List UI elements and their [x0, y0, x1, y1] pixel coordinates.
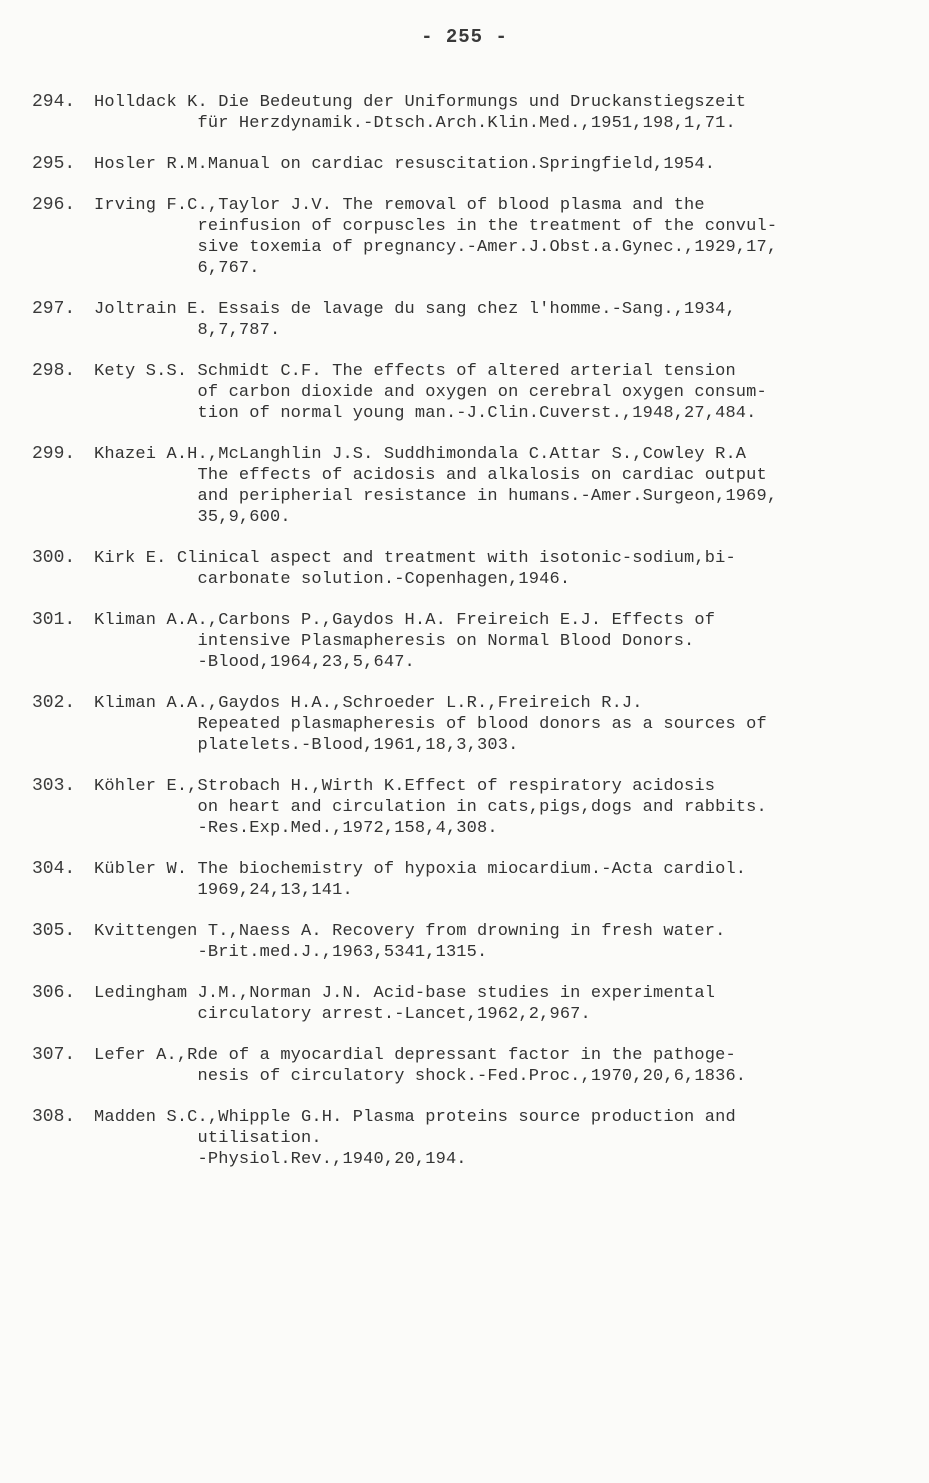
reference-item — [32, 1045, 897, 1087]
reference-number: 301. — [32, 610, 76, 630]
reference-text: Köhler E.,Strobach H.,Wirth K.Effect of respiratory acidosis on heart and circulation in cats,pigs,dogs and rabbits. -Res.Exp.Med.,1972,158,4,308. — [94, 777, 767, 838]
reference-text: Kliman A.A.,Gaydos H.A.,Schroeder L.R.,Freireich R.J. Repeated plasmapheresis of blood donors as a sources of platelets.-Blood,1961,18,3,303. — [94, 694, 767, 755]
reference-text: Joltrain E. Essais de lavage du sang chez l'homme.-Sang.,1934, 8,7,787. — [94, 300, 736, 340]
reference-text: Kirk E. Clinical aspect and treatment with isotonic-sodium,bi- carbonate solution.-Copenhagen,1946. — [94, 549, 736, 589]
reference-number: 306. — [32, 983, 76, 1003]
page-number: - 255 - — [421, 26, 508, 48]
reference-item — [32, 299, 897, 341]
reference-number: 304. — [32, 859, 76, 879]
reference-item — [32, 693, 897, 756]
reference-item — [32, 983, 897, 1025]
reference-item — [32, 859, 897, 901]
reference-item — [32, 776, 897, 839]
reference-text: Ledingham J.M.,Norman J.N. Acid-base studies in experimental circulatory arrest.-Lancet,1962,2,967. — [94, 984, 716, 1024]
reference-number: 303. — [32, 776, 76, 796]
reference-number: 307. — [32, 1045, 76, 1065]
reference-item — [32, 154, 897, 175]
reference-number: 302. — [32, 693, 76, 713]
reference-item — [32, 610, 897, 673]
reference-number: 299. — [32, 444, 76, 464]
reference-number: 295. — [32, 154, 76, 174]
reference-item — [32, 921, 897, 963]
reference-text: Hosler R.M.Manual on cardiac resuscitation.Springfield,1954. — [94, 155, 716, 174]
reference-number: 296. — [32, 195, 76, 215]
reference-text: Khazei A.H.,McLanghlin J.S. Suddhimondala C.Attar S.,Cowley R.A The effects of acidosis and alkalosis on cardiac output and peripherial resistance in humans.-Amer.Surgeon,1969, 35,9,600. — [94, 445, 778, 527]
reference-text: Madden S.C.,Whipple G.H. Plasma proteins source production and utilisation. -Physiol.Rev.,1940,20,194. — [94, 1108, 736, 1169]
reference-item — [32, 1107, 897, 1170]
reference-text: Kety S.S. Schmidt C.F. The effects of altered arterial tension of carbon dioxide and oxygen on cerebral oxygen consum- tion of normal young man.-J.Clin.Cuverst.,1948,27,484. — [94, 362, 767, 423]
reference-number: 300. — [32, 548, 76, 568]
reference-number: 298. — [32, 361, 76, 381]
reference-item — [32, 92, 897, 134]
reference-text: Kliman A.A.,Carbons P.,Gaydos H.A. Freireich E.J. Effects of intensive Plasmapheresis on Normal Blood Donors. -Blood,1964,23,5,647. — [94, 611, 716, 672]
reference-text: Kübler W. The biochemistry of hypoxia miocardium.-Acta cardiol. 1969,24,13,141. — [94, 860, 747, 900]
reference-text: Irving F.C.,Taylor J.V. The removal of blood plasma and the reinfusion of corpuscles in the treatment of the convul- sive toxemia of pregnancy.-Amer.J.Obst.a.Gynec.,1929,17, 6,767. — [94, 196, 778, 278]
reference-item — [32, 444, 897, 528]
reference-item — [32, 548, 897, 590]
reference-text: Holldack K. Die Bedeutung der Uniformungs und Druckanstiegszeit für Herzdynamik.-Dtsch.Arch.Klin.Med.,1951,198,1,71. — [94, 93, 747, 133]
reference-number: 305. — [32, 921, 76, 941]
reference-item — [32, 195, 897, 279]
reference-number: 294. — [32, 92, 76, 112]
reference-text: Kvittengen T.,Naess A. Recovery from drowning in fresh water. -Brit.med.J.,1963,5341,1315. — [94, 922, 726, 962]
reference-list — [32, 92, 897, 1170]
reference-item — [32, 361, 897, 424]
reference-number: 297. — [32, 299, 76, 319]
reference-number: 308. — [32, 1107, 76, 1127]
reference-text: Lefer A.,Rde of a myocardial depressant factor in the pathoge- nesis of circulatory shock.-Fed.Proc.,1970,20,6,1836. — [94, 1046, 747, 1086]
